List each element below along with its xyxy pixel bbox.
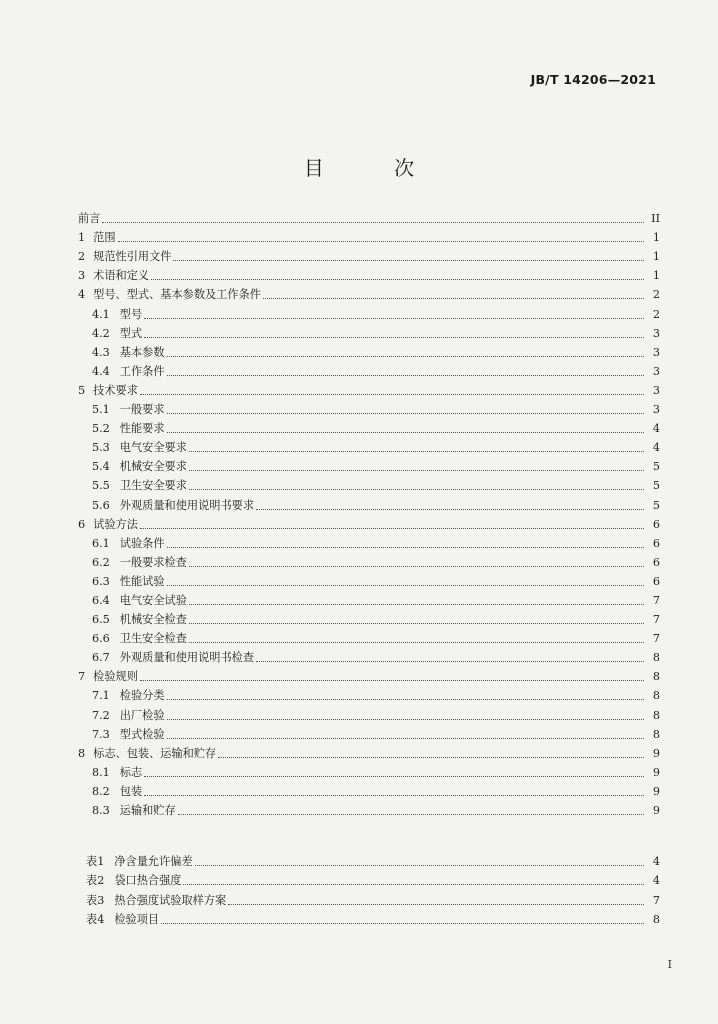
toc-entry-page-number: 5 [652, 498, 660, 512]
toc-entry-number: 4.3 [92, 345, 110, 359]
toc-entry[interactable] [78, 551, 660, 570]
toc-entry-number: 4.1 [92, 307, 110, 321]
toc-entry-number: 6.1 [92, 536, 110, 550]
toc-entry[interactable] [78, 207, 660, 226]
table-entry-number: 表2 [86, 874, 105, 888]
toc-entry-number: 1 [78, 231, 86, 245]
toc-entry-page-number: 1 [652, 269, 660, 283]
toc-entry[interactable] [78, 283, 660, 302]
toc-entry-label: 外观质量和使用说明书要求 [119, 498, 255, 512]
toc-entry-label: 型号 [119, 307, 143, 321]
toc-entry-number: 4 [78, 288, 86, 302]
toc-entry-page-number: 9 [652, 784, 660, 798]
toc-entry-number: 8.2 [92, 784, 110, 798]
toc-title: 目 次 [303, 156, 447, 180]
toc-entry[interactable] [78, 799, 660, 818]
toc-entry-label: 机械安全要求 [119, 460, 187, 474]
toc-entry-page-number: 8 [652, 651, 660, 665]
toc-entry-page-number: 7 [652, 593, 660, 607]
toc-entry-label: 一般要求检查 [119, 555, 187, 569]
toc-entry-page-number: 3 [652, 345, 660, 359]
toc-entry-label: 前言 [78, 212, 101, 226]
toc-entry-page-number: 9 [652, 765, 660, 779]
toc-entry-number: 6.3 [92, 574, 110, 588]
dot-leader [183, 884, 644, 885]
toc-entry-label: 型式 [119, 326, 143, 340]
table-entry-label: 袋口热合强度 [114, 874, 182, 888]
dot-leader [151, 279, 644, 280]
dot-leader [218, 757, 644, 758]
toc-entry-page-number: 8 [652, 727, 660, 741]
toc-entry-page-number: 5 [652, 479, 660, 493]
toc-entry-label: 型号、型式、基本参数及工作条件 [93, 288, 261, 302]
dot-leader [189, 642, 644, 643]
toc-entry[interactable] [78, 665, 660, 684]
toc-entry-number: 5.6 [92, 498, 110, 512]
standard-code: JB/T 14206—2021 [530, 72, 656, 87]
toc-entry-number: 3 [78, 269, 86, 283]
toc-entry-number: 5.2 [92, 422, 110, 436]
page-folio: I [667, 958, 672, 971]
dot-leader [140, 394, 644, 395]
toc-entry[interactable] [78, 589, 660, 608]
toc-entry-label: 技术要求 [93, 383, 138, 397]
toc-entry-page-number: II [651, 212, 660, 226]
dot-leader [178, 814, 644, 815]
toc-entry-label: 检验分类 [119, 689, 165, 703]
toc-entry-label: 范围 [93, 231, 116, 245]
table-of-contents [78, 207, 660, 818]
toc-entry-label: 性能要求 [119, 422, 165, 436]
toc-entry-number: 5.5 [92, 479, 110, 493]
toc-entry[interactable] [78, 417, 660, 436]
table-entry-label: 热合强度试验取样方案 [114, 893, 227, 907]
toc-entry-number: 2 [78, 250, 86, 264]
dot-leader [173, 260, 644, 261]
toc-entry-number: 6.6 [92, 632, 110, 646]
dot-leader [167, 719, 644, 720]
toc-entry-page-number: 9 [652, 804, 660, 817]
toc-entry-page-number: 6 [652, 574, 660, 588]
toc-entry-number: 5 [78, 383, 86, 397]
toc-entry[interactable] [78, 723, 660, 742]
toc-entry-label: 运输和贮存 [119, 804, 176, 817]
toc-entry-number: 7 [78, 670, 86, 684]
toc-entry-page-number: 4 [652, 441, 660, 455]
dot-leader [189, 470, 644, 471]
toc-entry-label: 电气安全试验 [119, 593, 187, 607]
toc-entry-number: 6.5 [92, 613, 110, 627]
toc-entry-label: 出厂检验 [119, 708, 165, 722]
toc-entry[interactable] [78, 684, 660, 703]
toc-entry-label: 规范性引用文件 [93, 250, 172, 264]
dot-leader [189, 623, 644, 624]
toc-entry-page-number: 2 [652, 307, 660, 321]
toc-entry-label: 基本参数 [119, 345, 165, 359]
toc-entry[interactable] [78, 608, 660, 627]
table-entry-page-number: 7 [652, 893, 660, 907]
dot-leader [140, 680, 644, 681]
toc-entry[interactable] [78, 302, 660, 321]
toc-entry[interactable] [78, 398, 660, 417]
toc-entry[interactable] [78, 455, 660, 474]
dot-leader [167, 356, 644, 357]
toc-entry-label: 一般要求 [119, 403, 165, 417]
list-of-tables [86, 850, 660, 927]
toc-entry-label: 包装 [119, 784, 143, 798]
toc-entry-page-number: 3 [652, 364, 660, 378]
toc-entry-label: 检验规则 [93, 670, 138, 684]
dot-leader [167, 375, 644, 376]
toc-entry-page-number: 4 [652, 422, 660, 436]
dot-leader [195, 865, 644, 866]
toc-entry[interactable] [78, 245, 660, 264]
toc-entry-page-number: 5 [652, 460, 660, 474]
toc-entry[interactable] [78, 474, 660, 493]
toc-entry-label: 型式检验 [119, 727, 165, 741]
dot-leader [167, 432, 644, 433]
toc-entry[interactable] [78, 513, 660, 532]
dot-leader [189, 566, 644, 567]
dot-leader [167, 738, 644, 739]
table-entry[interactable] [86, 869, 660, 888]
toc-entry-label: 性能试验 [119, 574, 165, 588]
toc-entry[interactable] [78, 341, 660, 360]
table-entry-label: 检验项目 [114, 912, 160, 926]
toc-entry-page-number: 8 [652, 689, 660, 703]
dot-leader [140, 528, 644, 529]
toc-entry[interactable] [78, 646, 660, 665]
dot-leader [256, 509, 644, 510]
dot-leader [167, 413, 644, 414]
toc-entry[interactable] [78, 493, 660, 512]
toc-entry-page-number: 6 [652, 536, 660, 550]
toc-entry-label: 卫生安全要求 [119, 479, 187, 493]
dot-leader [263, 298, 644, 299]
table-entry-page-number: 4 [652, 855, 660, 869]
toc-entry-number: 6.7 [92, 651, 110, 665]
table-entry-number: 表1 [86, 855, 105, 869]
dot-leader [189, 489, 644, 490]
toc-entry-label: 试验条件 [119, 536, 165, 550]
toc-entry-number: 8.1 [92, 765, 110, 779]
toc-entry-page-number: 8 [652, 708, 660, 722]
table-entry[interactable] [86, 908, 660, 927]
toc-entry[interactable] [78, 379, 660, 398]
toc-entry-number: 8 [78, 746, 86, 760]
toc-entry[interactable] [78, 742, 660, 761]
dot-leader [102, 222, 644, 223]
toc-entry-number: 5.4 [92, 460, 110, 474]
toc-entry[interactable] [78, 264, 660, 283]
toc-entry-page-number: 7 [652, 632, 660, 646]
toc-entry-label: 卫生安全检查 [119, 632, 187, 646]
toc-entry[interactable] [78, 436, 660, 455]
toc-entry-page-number: 1 [652, 250, 660, 264]
table-entry[interactable] [86, 888, 660, 907]
toc-entry-page-number: 9 [652, 746, 660, 760]
table-entry-page-number: 4 [652, 874, 660, 888]
toc-entry-number: 5.3 [92, 441, 110, 455]
toc-entry-page-number: 3 [652, 383, 660, 397]
toc-entry-label: 机械安全检查 [119, 613, 187, 627]
dot-leader [256, 661, 644, 662]
toc-entry[interactable] [78, 703, 660, 722]
toc-entry-label: 电气安全要求 [119, 441, 187, 455]
toc-entry-number: 6.4 [92, 593, 110, 607]
toc-entry-number: 4.4 [92, 364, 110, 378]
toc-entry[interactable] [78, 532, 660, 551]
toc-entry[interactable] [78, 360, 660, 379]
toc-entry-page-number: 3 [652, 326, 660, 340]
table-entry-page-number: 8 [652, 912, 660, 926]
dot-leader [144, 337, 644, 338]
toc-entry[interactable] [78, 322, 660, 341]
table-entry-label: 净含量允许偏差 [114, 855, 193, 869]
toc-entry-page-number: 8 [652, 670, 660, 684]
toc-entry-number: 7.3 [92, 727, 110, 741]
table-entry[interactable] [86, 850, 660, 869]
toc-entry-number: 7.2 [92, 708, 110, 722]
toc-entry[interactable] [78, 627, 660, 646]
dot-leader [144, 318, 644, 319]
toc-entry[interactable] [78, 570, 660, 589]
toc-entry[interactable] [78, 226, 660, 245]
toc-entry-number: 6.2 [92, 555, 110, 569]
dot-leader [228, 904, 644, 905]
toc-entry-label: 标志、包装、运输和贮存 [93, 746, 217, 760]
toc-entry[interactable] [78, 761, 660, 780]
dot-leader [161, 923, 644, 924]
dot-leader [167, 547, 644, 548]
dot-leader [118, 241, 644, 242]
dot-leader [167, 585, 644, 586]
dot-leader [144, 795, 644, 796]
toc-entry-page-number: 2 [652, 288, 660, 302]
table-entry-number: 表4 [86, 912, 105, 926]
toc-entry-page-number: 6 [652, 517, 660, 531]
dot-leader [189, 604, 644, 605]
dot-leader [189, 451, 644, 452]
toc-entry-label: 标志 [119, 765, 143, 779]
toc-entry-page-number: 6 [652, 555, 660, 569]
toc-entry-number: 7.1 [92, 689, 110, 703]
toc-entry-label: 试验方法 [93, 517, 138, 531]
toc-entry-number: 6 [78, 517, 86, 531]
toc-entry[interactable] [78, 780, 660, 799]
toc-entry-label: 工作条件 [119, 364, 165, 378]
toc-entry-number: 5.1 [92, 403, 110, 417]
toc-entry-page-number: 1 [652, 231, 660, 245]
dot-leader [144, 776, 644, 777]
table-entry-number: 表3 [86, 893, 105, 907]
toc-entry-label: 外观质量和使用说明书检查 [119, 651, 255, 665]
toc-entry-number: 4.2 [92, 326, 110, 340]
toc-entry-label: 术语和定义 [93, 269, 150, 283]
toc-entry-number: 8.3 [92, 804, 110, 817]
dot-leader [167, 699, 644, 700]
toc-entry-page-number: 3 [652, 403, 660, 417]
toc-entry-page-number: 7 [652, 613, 660, 627]
